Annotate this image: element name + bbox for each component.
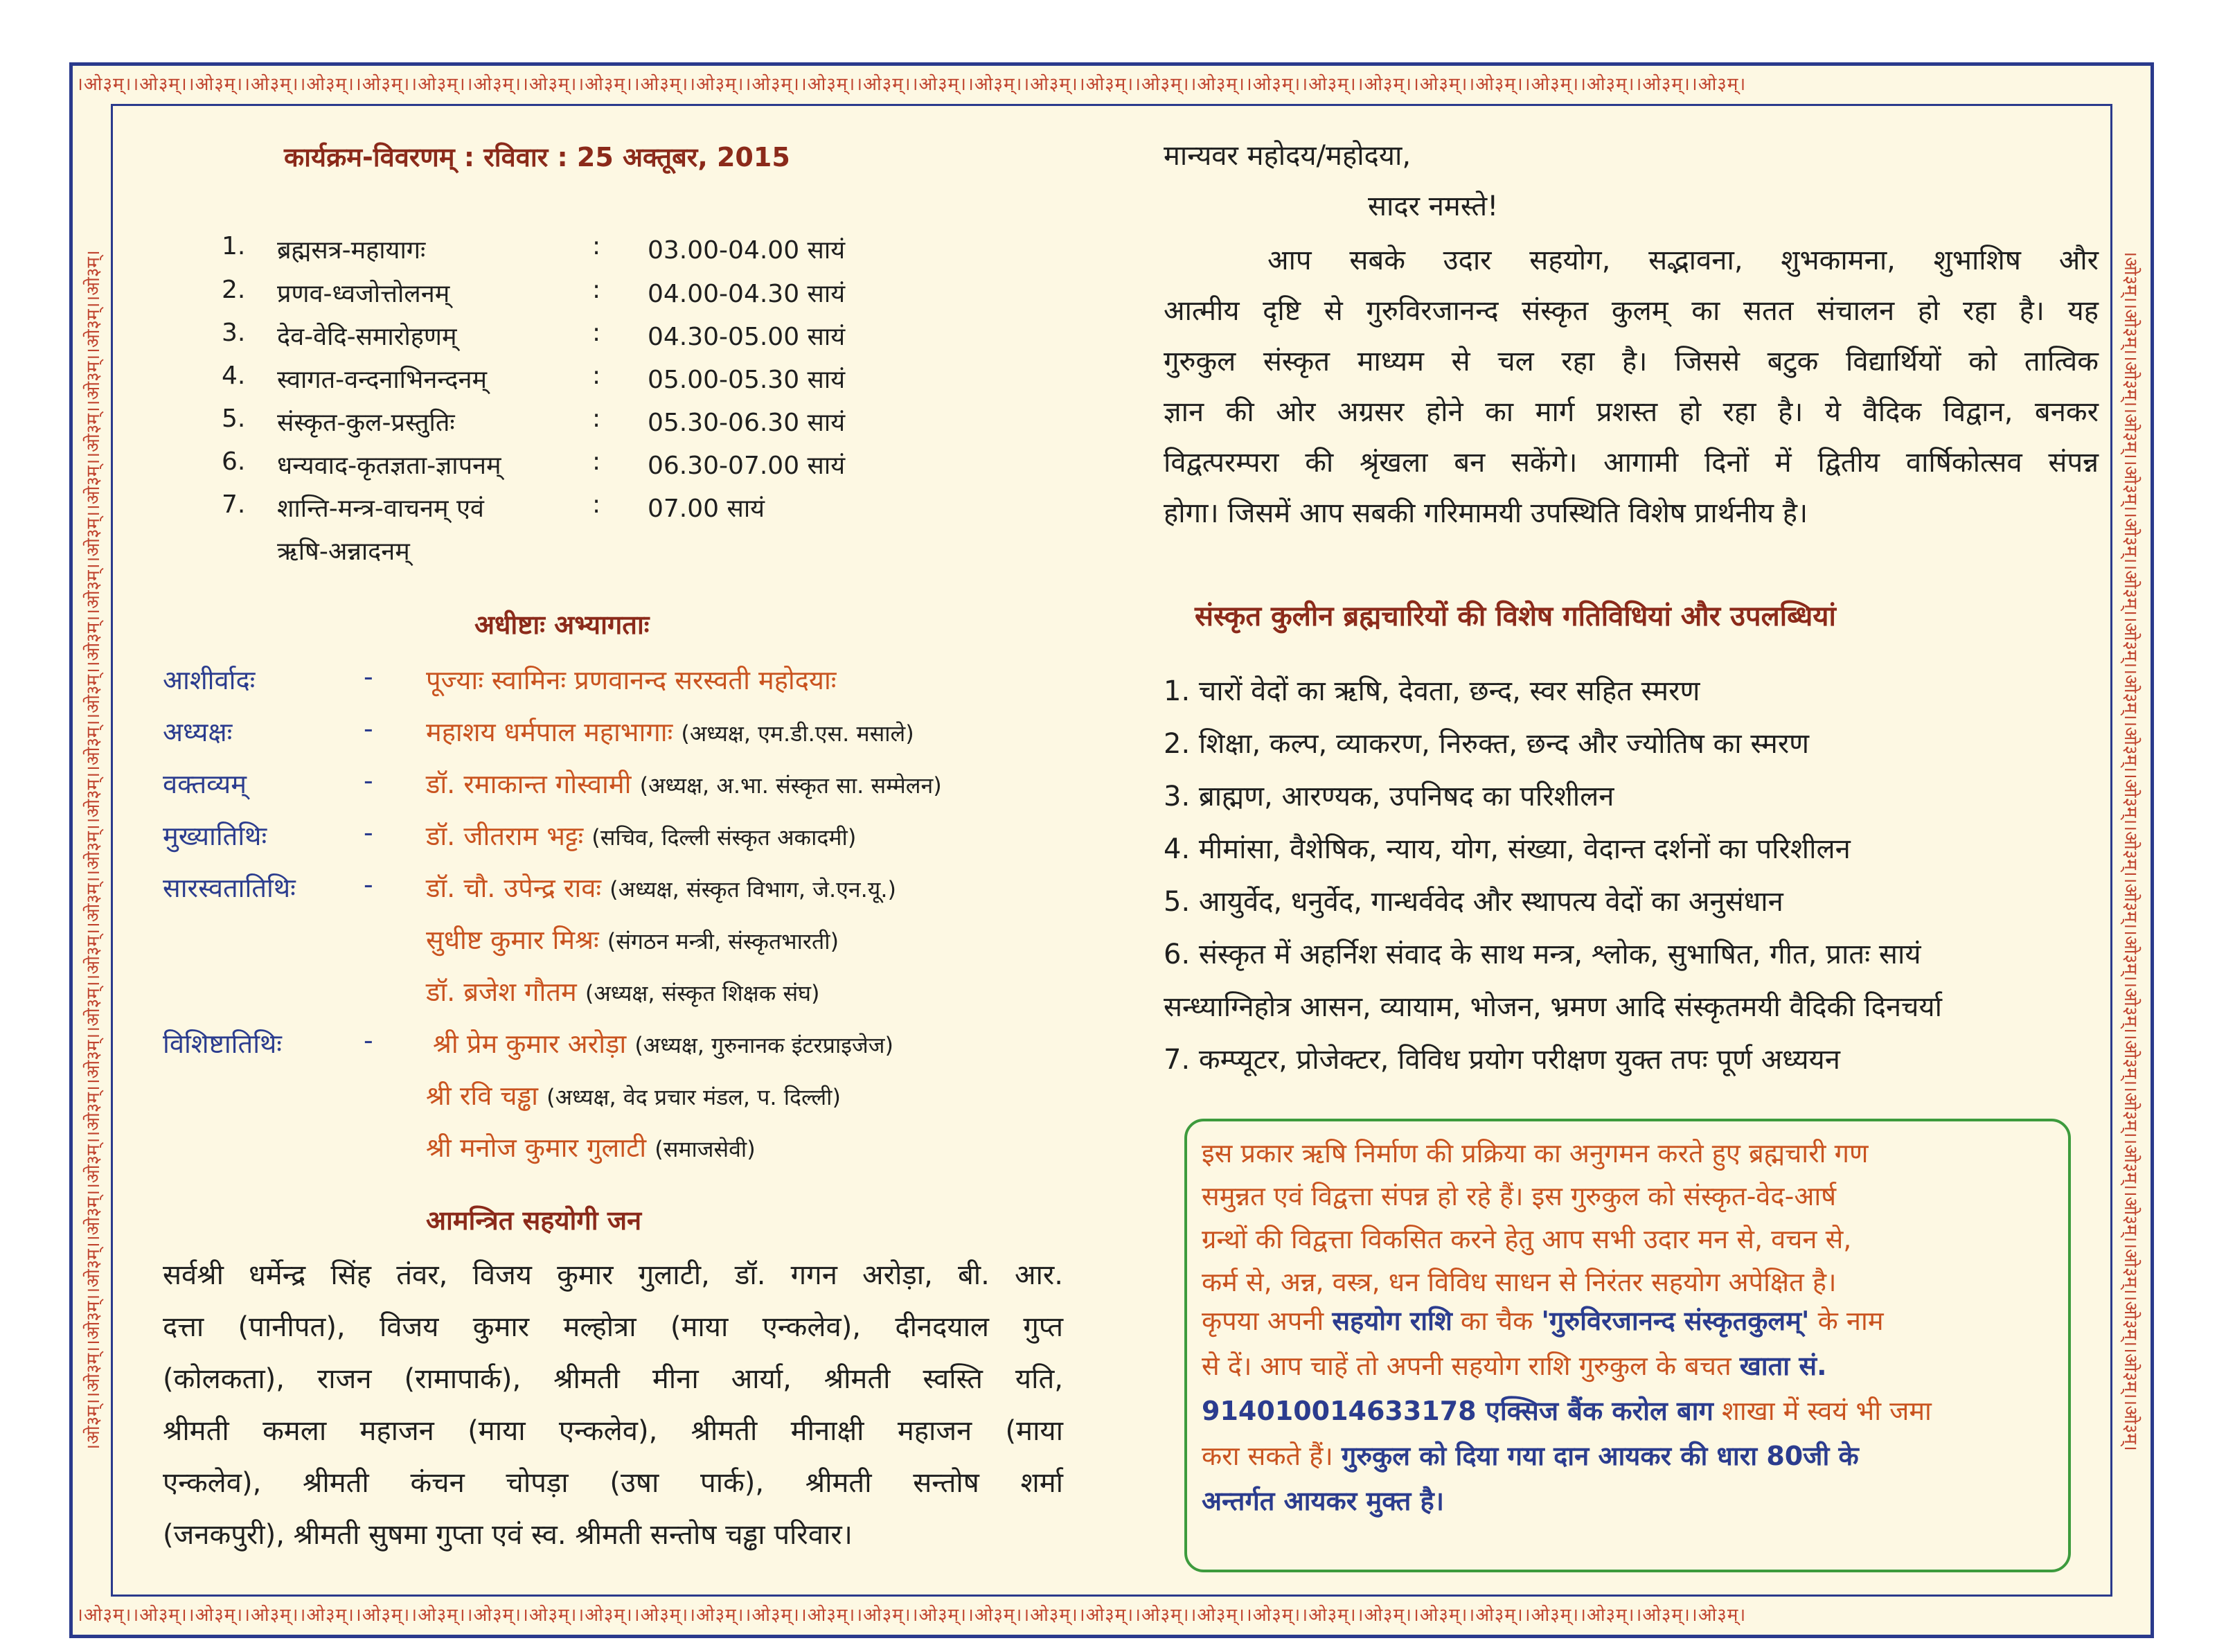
guest-name-block bbox=[426, 1077, 841, 1113]
guest-name-block bbox=[433, 1025, 893, 1061]
program-item-label: संस्कृत-कुल-प्रस्तुतिः bbox=[277, 409, 455, 437]
top-om-border: ।ओ३म्।।ओ३म्।।ओ३म्।।ओ३म्।।ओ३म्।।ओ३म्।।ओ३म्।।ओ३म्।।ओ३म्।।ओ३म्।।ओ३म्।।ओ३म्।।ओ३म्।।ओ३म्।।ओ३म्।।ओ३म्।।ओ३म्।।ओ३म्।।ओ३म्।।ओ३म्।।ओ३म्।।ओ३म्।।ओ३म्।।ओ३म्।।ओ३म्।।ओ३म्।।ओ३म्।।ओ३म्।।ओ३म्।।ओ३म्। bbox=[76, 74, 1747, 95]
guest-note: (अध्यक्ष, अ.भा. संस्कृत सा. सम्मेलन) bbox=[639, 772, 942, 799]
guest-dash: - bbox=[364, 817, 373, 848]
guest-dash: - bbox=[364, 661, 373, 692]
program-item-label: प्रणव-ध्वजोत्तोलनम् bbox=[277, 280, 450, 308]
invited-line: सर्वश्री धर्मेन्द्र सिंह तंवर, विजय कुमार गुलाटी, डॉ. गगन अरोड़ा, बी. आर. bbox=[163, 1259, 1063, 1291]
invited-heading: आमन्त्रित सहयोगी जन bbox=[426, 1205, 642, 1236]
invited-line: (जनकपुरी), श्रीमती सुषमा गुप्ता एवं स्व. श्रीमती सन्तोष चड्ढा परिवार। bbox=[163, 1519, 853, 1551]
activity-item: 1. चारों वेदों का ऋषि, देवता, छन्द, स्वर सहित स्मरण bbox=[1164, 675, 1700, 707]
activities-heading: संस्कृत कुलीन ब्रह्मचारियों की विशेष गतिविधियां और उपलब्धियां bbox=[1195, 601, 1836, 632]
guest-row bbox=[163, 1129, 1098, 1171]
guest-name: श्री रवि चड्ढा bbox=[426, 1081, 538, 1111]
guest-name-block bbox=[426, 1129, 756, 1165]
guest-note: (अध्यक्ष, एम.डी.एस. मसाले) bbox=[681, 720, 914, 747]
guest-name-block bbox=[426, 869, 896, 905]
left-om-border: ।ओ३म्।।ओ३म्।।ओ३म्।।ओ३म्।।ओ३म्।।ओ३म्।।ओ३म्।।ओ३म्।।ओ३म्।।ओ३म्।।ओ३म्।।ओ३म्।।ओ३म्।।ओ३म्।।ओ३म्।।ओ३म्।।ओ३म्।।ओ३म्।।ओ३म्।।ओ३म्।।ओ३म्।।ओ३म्।।ओ३म्। bbox=[82, 249, 104, 1451]
guest-row bbox=[163, 869, 1098, 911]
invited-line: दत्ता (पानीपत), विजय कुमार मल्होत्रा (माया एन्कलेव), दीनदयाल गुप्त bbox=[163, 1311, 1063, 1343]
guest-role: अध्यक्षः bbox=[163, 717, 233, 747]
program-item-number: 6. bbox=[222, 447, 246, 476]
guest-name: डॉ. रमाकान्त गोस्वामी bbox=[426, 769, 632, 799]
guest-name-block bbox=[426, 765, 942, 801]
guest-row bbox=[163, 817, 1098, 859]
program-item-time: 05.00-05.30 सायं bbox=[648, 366, 846, 394]
guest-row bbox=[163, 713, 1098, 755]
appeal-line: समुन्नत एवं विद्वत्ता संपन्न हो रहे हैं। इस गुरुकुल को संस्कृत-वेद-आर्ष bbox=[1202, 1181, 1837, 1211]
guests-heading: अधीष्टाः अभ्यागताः bbox=[474, 610, 650, 640]
guest-name-block bbox=[426, 973, 820, 1009]
guest-name-block bbox=[426, 921, 839, 957]
guest-role: आशीर्वादः bbox=[163, 665, 256, 695]
appeal-line: ग्रन्थों की विद्वत्ता विकसित करने हेतु आप सभी उदार मन से, वचन से, bbox=[1202, 1224, 1852, 1254]
program-item-colon: : bbox=[592, 405, 601, 433]
program-item-7-line2: ऋषि-अन्नादनम् bbox=[277, 538, 410, 566]
guest-note: (संगठन मन्त्री, संस्कृतभारती) bbox=[607, 928, 839, 954]
program-item-colon: : bbox=[592, 362, 601, 390]
guest-name: महाशय धर्मपाल महाभागाः bbox=[426, 717, 673, 747]
program-item-colon: : bbox=[592, 319, 601, 347]
bottom-om-border: ।ओ३म्।।ओ३म्।।ओ३म्।।ओ३म्।।ओ३म्।।ओ३म्।।ओ३म्।।ओ३म्।।ओ३म्।।ओ३म्।।ओ३म्।।ओ३म्।।ओ३म्।।ओ३म्।।ओ३म्।।ओ३म्।।ओ३म्।।ओ३म्।।ओ३म्।।ओ३म्।।ओ३म्।।ओ३म्।।ओ३म्।।ओ३म्।।ओ३म्।।ओ३म्।।ओ३म्।।ओ३म्।।ओ३म्।।ओ३म्। bbox=[76, 1605, 1747, 1626]
invited-line: एन्कलेव), श्रीमती कंचन चोपड़ा (उषा पार्क), श्रीमती सन्तोष शर्मा bbox=[163, 1467, 1063, 1499]
guest-note: (अध्यक्ष, गुरुनानक इंटरप्राइजेज) bbox=[634, 1032, 893, 1058]
guest-dash: - bbox=[364, 1025, 373, 1056]
program-item-number: 4. bbox=[222, 362, 246, 390]
guest-row bbox=[163, 1077, 1098, 1119]
cheque-line bbox=[1202, 1302, 2054, 1338]
guest-role: विशिष्टातिथिः bbox=[163, 1029, 282, 1059]
activity-item: 7. कम्प्यूटर, प्रोजेक्टर, विविध प्रयोग परीक्षण युक्त तपः पूर्ण अध्ययन bbox=[1164, 1044, 1840, 1076]
cheque-text-1: कृपया अपनी bbox=[1202, 1306, 1333, 1336]
guest-name: श्री मनोज कुमार गुलाटी bbox=[426, 1133, 647, 1163]
guest-name: डॉ. ब्रजेश गौतम bbox=[426, 977, 577, 1007]
cheque-payee: 'गुरुविरजानन्द संस्कृतकुलम्' bbox=[1541, 1306, 1810, 1336]
activity-item: 4. मीमांसा, वैशेषिक, न्याय, योग, संख्या, वेदान्त दर्शनों का परिशीलन bbox=[1164, 833, 1851, 865]
program-item-time: 04.30-05.00 सायं bbox=[648, 323, 846, 351]
right-om-border: ।ओ३म्।।ओ३म्।।ओ३म्।।ओ३म्।।ओ३म्।।ओ३म्।।ओ३म्।।ओ३म्।।ओ३म्।।ओ३म्।।ओ३म्।।ओ३म्।।ओ३म्।।ओ३म्।।ओ३म्।।ओ३म्।।ओ३म्।।ओ३म्।।ओ३म्।।ओ३म्।।ओ३म्।।ओ३म्।।ओ३म्। bbox=[2119, 249, 2141, 1451]
program-item-colon: : bbox=[592, 232, 601, 260]
letter-line: ज्ञान की ओर अग्रसर होने का मार्ग प्रशस्त हो रहा है। ये वैदिक विद्वान, बनकर bbox=[1164, 396, 2099, 428]
guest-role: सारस्वतातिथिः bbox=[163, 873, 296, 903]
program-item-label: ब्रह्मसत्र-महायागः bbox=[277, 236, 426, 265]
account-text: से दें। आप चाहें तो अपनी सहयोग राशि गुरुकुल के बचत bbox=[1202, 1351, 1740, 1381]
guest-name: श्री प्रेम कुमार अरोड़ा bbox=[433, 1029, 627, 1059]
program-item-colon: : bbox=[592, 447, 601, 476]
guest-note: (अध्यक्ष, वेद प्रचार मंडल, प. दिल्ली) bbox=[546, 1084, 841, 1110]
guest-row bbox=[163, 661, 1098, 703]
guest-dash: - bbox=[364, 869, 373, 900]
guest-note: (समाजसेवी) bbox=[655, 1136, 756, 1162]
program-item-label: स्वागत-वन्दनाभिनन्दनम् bbox=[277, 366, 488, 394]
tax-exempt-line: अन्तर्गत आयकर मुक्त है। bbox=[1202, 1486, 1445, 1516]
guest-name: सुधीष्ट कुमार मिश्रः bbox=[426, 925, 599, 955]
letter-line: विद्वत्परम्परा की श्रृंखला बन सकेंगे। आगामी दिनों में द्वितीय वार्षिकोत्सव संपन्न bbox=[1164, 447, 2099, 479]
program-item-number: 2. bbox=[222, 276, 246, 304]
invited-line: श्रीमती कमला महाजन (माया एन्कलेव), श्रीमती मीनाक्षी महाजन (माया bbox=[163, 1415, 1063, 1447]
guest-row bbox=[163, 973, 1098, 1015]
cheque-text-3: का चैक bbox=[1452, 1306, 1542, 1336]
account-label: खाता सं. bbox=[1739, 1351, 1827, 1381]
activity-item: 6. संस्कृत में अहर्निश संवाद के साथ मन्त्र, श्लोक, सुभाषित, गीत, प्रातः सायं bbox=[1164, 939, 1921, 970]
program-item-label: देव-वेदि-समारोहणम् bbox=[277, 323, 457, 351]
guest-role: मुख्यातिथिः bbox=[163, 821, 267, 851]
salutation: मान्यवर महोदय/महोदया, bbox=[1164, 140, 1412, 172]
guest-name-block bbox=[426, 817, 856, 853]
program-item-number: 3. bbox=[222, 319, 246, 347]
program-item-label: धन्यवाद-कृतज्ञता-ज्ञापनम् bbox=[277, 452, 501, 480]
letter-line: होगा। जिसमें आप सबकी गरिमामयी उपस्थिति विशेष प्रार्थनीय है। bbox=[1164, 497, 1808, 529]
program-item-number: 1. bbox=[222, 232, 246, 260]
cheque-text-4: के नाम bbox=[1809, 1306, 1884, 1336]
guest-dash: - bbox=[364, 713, 373, 744]
guest-row bbox=[163, 921, 1098, 963]
letter-line: आप सबके उदार सहयोग, सद्भावना, शुभकामना, शुभाशिष और bbox=[1267, 245, 2099, 276]
program-item-colon: : bbox=[592, 276, 601, 304]
cheque-text-2: सहयोग राशि bbox=[1332, 1306, 1452, 1336]
letter-line: आत्मीय दृष्टि से गुरुविरजानन्द संस्कृत कुलम् का सतत संचालन हो रहा है। यह bbox=[1164, 295, 2099, 327]
guest-name-block bbox=[426, 713, 914, 749]
activity-item: सन्ध्याग्निहोत्र आसन, व्यायाम, भोजन, भ्रमण आदि संस्कृतमयी वैदिकी दिनचर्या bbox=[1164, 991, 1942, 1023]
guest-row bbox=[163, 765, 1098, 807]
activity-item: 5. आयुर्वेद, धनुर्वेद, गान्धर्ववेद और स्थापत्य वेदों का अनुसंधान bbox=[1164, 886, 1783, 918]
guest-role: वक्तव्यम् bbox=[163, 769, 247, 799]
program-item-time: 05.30-06.30 सायं bbox=[648, 409, 846, 437]
program-title: कार्यक्रम-विवरणम् : रविवार : 25 अक्तूबर, 2015 bbox=[284, 142, 790, 172]
guest-row bbox=[163, 1025, 1098, 1067]
program-item-time: 07.00 सायं bbox=[648, 495, 765, 523]
tax-text: करा सकते हैं। bbox=[1202, 1441, 1342, 1471]
tax-line bbox=[1202, 1437, 2054, 1473]
bank-line bbox=[1202, 1392, 2054, 1428]
program-item-label: शान्ति-मन्त्र-वाचनम् एवं bbox=[277, 495, 484, 523]
account-number: 91401001463317 bbox=[1202, 1396, 1459, 1426]
guest-name-block bbox=[426, 661, 836, 698]
letter-line: गुरुकुल संस्कृत माध्यम से चल रहा है। जिससे बटुक विद्यार्थियों को तात्विक bbox=[1164, 346, 2099, 378]
greeting: सादर नमस्ते! bbox=[1368, 190, 1499, 222]
program-item-number: 5. bbox=[222, 405, 246, 433]
account-line bbox=[1202, 1347, 2054, 1383]
activity-item: 3. ब्राह्मण, आरण्यक, उपनिषद का परिशीलन bbox=[1164, 781, 1614, 812]
program-item-time: 03.00-04.00 सायं bbox=[648, 236, 846, 265]
program-item-colon: : bbox=[592, 490, 601, 519]
guest-note: (अध्यक्ष, संस्कृत विभाग, जे.एन.यू.) bbox=[609, 876, 897, 903]
program-item-time: 06.30-07.00 सायं bbox=[648, 452, 846, 480]
bank-name: 8 एक्सिज बैंक करोल बाग bbox=[1458, 1396, 1713, 1426]
invited-line: (कोलकता), राजन (रामापार्क), श्रीमती मीना आर्या, श्रीमती स्वस्ति यति, bbox=[163, 1363, 1063, 1395]
guest-name: डॉ. जीतराम भट्टः bbox=[426, 821, 584, 851]
program-item-number: 7. bbox=[222, 490, 246, 519]
guest-note: (सचिव, दिल्ली संस्कृत अकादमी) bbox=[591, 824, 857, 851]
guest-dash: - bbox=[364, 765, 373, 796]
guest-name: डॉ. चौ. उपेन्द्र रावः bbox=[426, 873, 602, 903]
appeal-line: इस प्रकार ऋषि निर्माण की प्रक्रिया का अनुगमन करते हुए ब्रह्मचारी गण bbox=[1202, 1138, 1869, 1169]
guest-name: पूज्याः स्वामिनः प्रणवानन्द सरस्वती महोदयाः bbox=[426, 665, 837, 695]
program-item-time: 04.00-04.30 सायं bbox=[648, 280, 846, 308]
guest-note: (अध्यक्ष, संस्कृत शिक्षक संघ) bbox=[585, 980, 820, 1006]
appeal-line: कर्म से, अन्न, वस्त्र, धन विविध साधन से निरंतर सहयोग अपेक्षित है। bbox=[1202, 1267, 1837, 1297]
activity-item: 2. शिक्षा, कल्प, व्याकरण, निरुक्त, छन्द और ज्योतिष का स्मरण bbox=[1164, 728, 1810, 760]
tax-section: गुरुकुल को दिया गया दान आयकर की धारा 80जी के bbox=[1341, 1441, 1859, 1471]
bank-text: शाखा में स्वयं भी जमा bbox=[1713, 1396, 1932, 1426]
